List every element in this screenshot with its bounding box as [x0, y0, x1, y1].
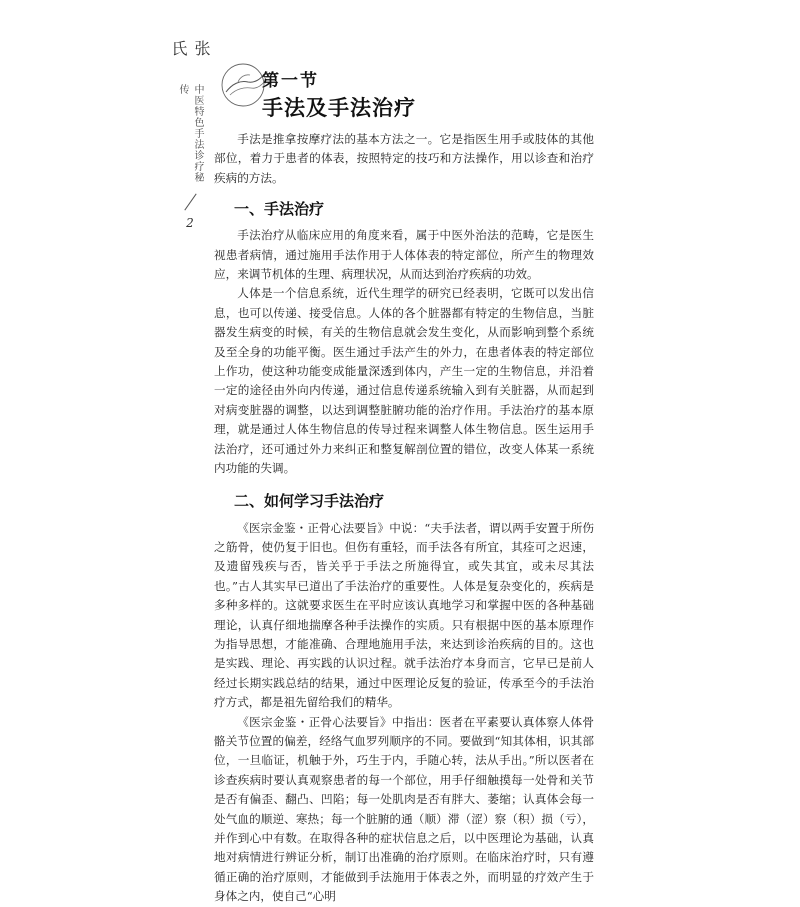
heading-how-to-learn: 二、如何学习手法治疗 [234, 491, 385, 510]
paragraph: 《医宗金鉴・正骨心法要旨》中指出：医者在平素要认真体察人体骨骼关节位置的偏差，经络气血罗列顺序的不同。要做到“知其体相，识其部位，一旦临证，机触于外，巧生于内，手随心转，法从手出。”所以医者在诊查疾病时要认真观察患者的每一个部位，用手仔细触摸每一处骨和关节是否有偏歪、翻凸、凹陷；每一处肌肉是否有胖大、萎缩；认真体会每一处气血的顺逆、寒热；每一个脏腑的通（顺）滞（涩）察（积）损（亏），并作到心中有数。在取得各种的症状信息之后，以中医理论为基础，认真地对病情进行辨证分析，制订出准确的治疗原则。在临床治疗时，只有遵循正确的治疗原则，才能做到手法施用于体表之外，而明显的疗效产生于身体之内，使自己“心明 [214, 714, 594, 904]
book-author: 张氏 [169, 40, 211, 60]
paragraph: 手法治疗从临床应用的角度来看，属于中医外治法的范畴，它是医生视患者病情，通过施用手法作用于人体体表的特定部位，所产生的物理效应，来调节机体的生理、病理状况，从而达到治疗疾病的功效。 [214, 228, 594, 282]
page-sidebar [169, 40, 211, 230]
hand-emblem-icon [218, 60, 268, 110]
main-content [214, 130, 594, 907]
paragraph: 《医宗金鉴・正骨心法要旨》中说：“夫手法者，谓以两手安置于所伤之筋骨，使仍复于旧也。但伤有重轻，而手法各有所宜，其痊可之迟速，及遗留残疾与否，皆关乎于手法之所施得宜，或失其宜，或未尽其法也。”古人其实早已道出了手法治疗的重要性。人体是复杂变化的，疾病是多种多样的。这就要求医生在平时应该认真地学习和掌握中医的各种基础理论，认真仔细地揣摩各种手法操作的实质。只有根据中医的基本原理作为指导思想，才能准确、合理地施用手法，来达到诊治疾病的目的。这也是实践、理论、再实践的认识过程。就手法治疗本身而言，它早已是前人经过长期实践总结的结果，通过中医理论反复的验证，传承至今的手法治疗方式，都是祖先留给我们的精华。 [214, 520, 594, 710]
intro-paragraph: 手法是推拿按摩疗法的基本方法之一。它是指医生用手或肢体的其他部位，着力于患者的体表，按照特定的技巧和方法操作，用以诊查和治疗疾病的方法。 [214, 132, 594, 185]
paragraph: 人体是一个信息系统，近代生理学的研究已经表明，它既可以发出信息，也可以传递、接受信息。人体的各个脏器都有特定的生物信息，当脏器发生病变的时候，有关的生物信息就会发生变化，从而影响到整个系统及至全身的功能平衡。医生通过手法产生的外力，在患者体表的特定部位上作功，使这种功能变成能量深透到体内，产生一定的生物信息，并沿着一定的途径由外向内传递，通过信息传递系统输入到有关脏器，从而起到对病变脏器的调整，以达到调整脏腑功能的治疗作用。手法治疗的基本原理，就是通过人体生物信息的传导过程来调整人体生物信息。医生运用手法治疗，还可通过外力来纠正和整复解剖位置的错位，改变人体某一系统内功能的失调。 [214, 286, 594, 476]
heading-manual-therapy: 一、手法治疗 [234, 200, 325, 219]
divider-slash [184, 194, 196, 211]
section-number: 第一节 [262, 71, 319, 91]
book-title: 中医特色手法诊疗秘传 [177, 84, 203, 184]
page-number: 2 [186, 216, 194, 230]
section-title: 手法及手法治疗 [262, 95, 416, 120]
